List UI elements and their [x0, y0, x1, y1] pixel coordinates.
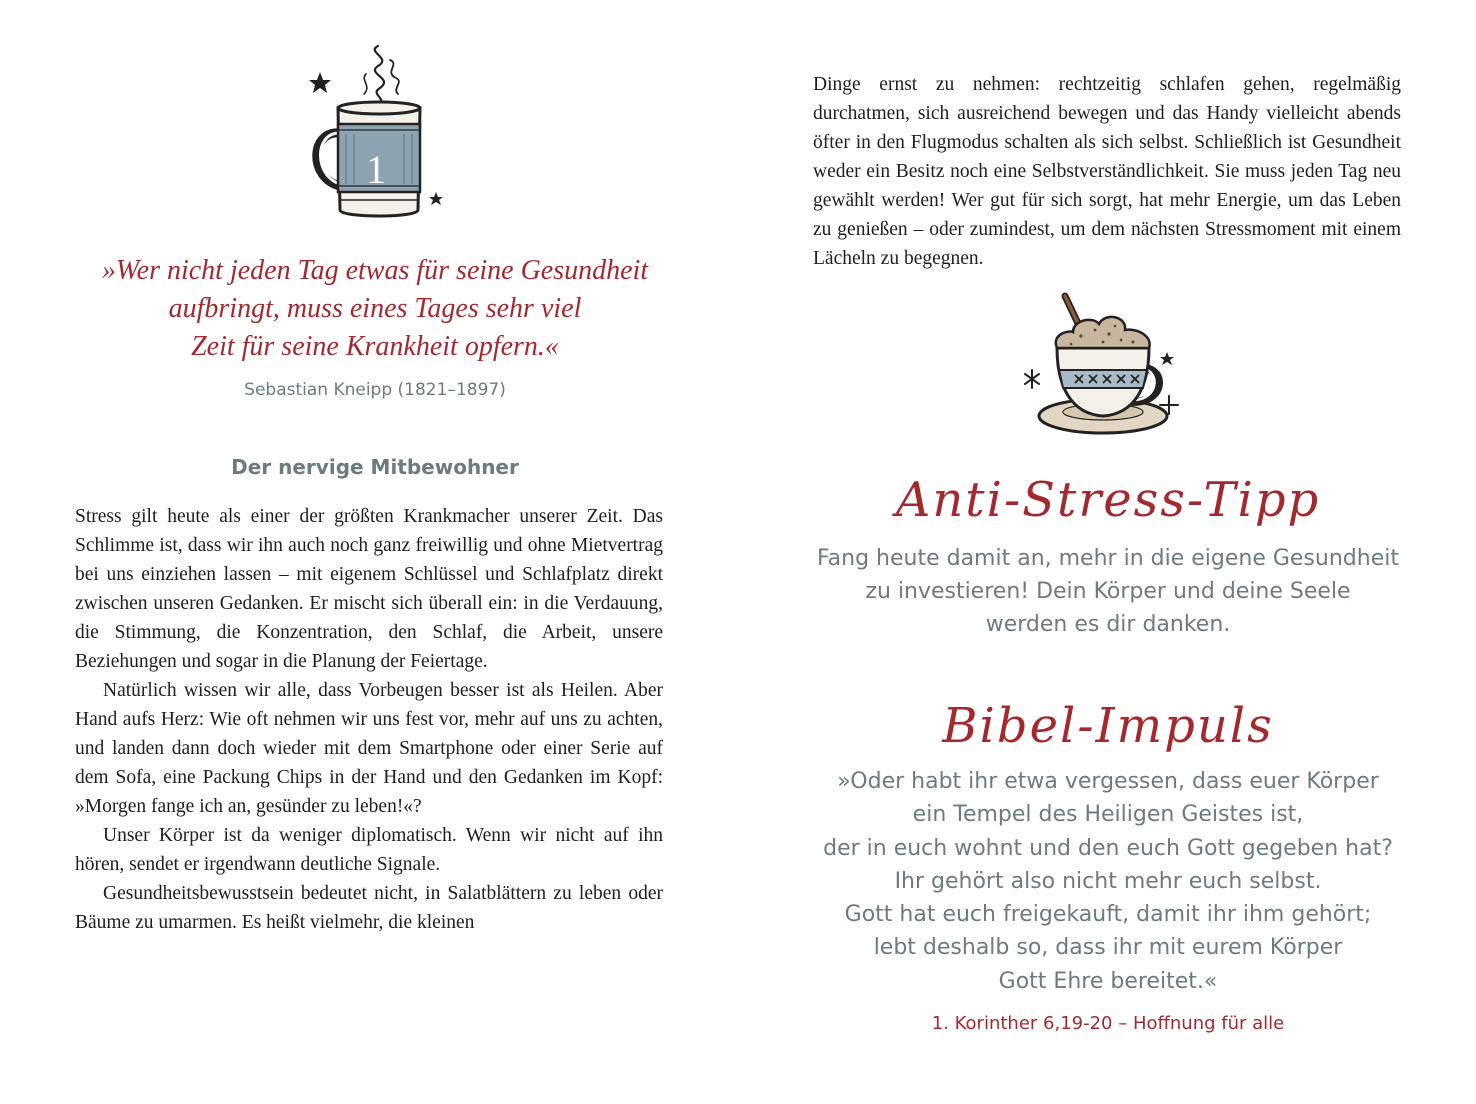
- right-page: [738, 0, 1476, 1104]
- paragraph: Stress gilt heute als einer der größten Krankmacher unserer Zeit. Das Schlimme ist, dass wir ihn auch noch ganz freiwillig und ohne Mietvertrag bei uns einziehen lassen – mit eigenem Schlüssel und Schlafplatz direkt zwischen unseren Gedanken. Er mischt sich überall ein: in die Verdauung, die Stimmung, die Konzentration, den Schlaf, die Arbeit, unsere Beziehungen und sogar in die Planung der Feiertage.: [75, 506, 663, 672]
- paragraph: Gesundheitsbewusstsein bedeutet nicht, in Salatblättern zu leben oder Bäume zu umarmen. Es heißt vielmehr, die kleinen: [75, 883, 663, 933]
- bible-source: 1. Korinther 6,19-20 – Hoffnung für alle: [931, 1013, 1285, 1034]
- day-number: 1: [366, 147, 386, 192]
- steaming-mug-icon: [300, 38, 450, 228]
- verse-line: »Oder habt ihr etwa vergessen, dass euer Körper: [837, 769, 1379, 794]
- verse-line: Ihr gehört also nicht mehr euch selbst.: [894, 868, 1322, 894]
- paragraph: Natürlich wissen wir alle, dass Vorbeugen besser ist als Heilen. Aber Hand aufs Herz: Wie oft nehmen wir uns fest vor, mehr auf uns zu achten, und landen dann doch wieder mit dem Smartphone oder einer Serie auf dem Sofa, eine Packung Chips in der Hand und den Gedanken im Kopf: »Morgen fange ich an, gesünder zu leben!«?: [75, 680, 663, 817]
- verse-line: Gott hat euch freigekauft, damit ihr ihm gehört;: [844, 902, 1372, 928]
- quote-line: »Wer nicht jeden Tag etwas für seine Gesundheit: [101, 255, 649, 286]
- section-heading: Der nervige Mitbewohner: [231, 455, 519, 479]
- body-text-continuation: [813, 70, 1401, 273]
- quote-line: aufbringt, muss eines Tages sehr viel: [168, 293, 582, 324]
- whipped-cream-cup-icon: [1021, 290, 1191, 445]
- tip-line: Fang heute damit an, mehr in die eigene Gesundheit: [817, 546, 1399, 571]
- anti-stress-tip-text: [778, 542, 1438, 641]
- verse-line: lebt deshalb so, dass ihr mit eurem Körper: [873, 935, 1343, 961]
- verse-line: Gott Ehre bereitet.«: [998, 968, 1218, 994]
- verse-line: ein Tempel des Heiligen Geistes ist,: [912, 802, 1304, 828]
- anti-stress-tip-heading: Anti-Stress-Tipp: [895, 472, 1321, 528]
- verse-line: der in euch wohnt und den euch Gott gegeben hat?: [823, 835, 1393, 861]
- quote-line: Zeit für seine Krankheit opfern.«: [191, 331, 559, 362]
- bible-impulse-heading: Bibel-Impuls: [942, 698, 1274, 754]
- body-text: [75, 502, 663, 937]
- paragraph: Dinge ernst zu nehmen: rechtzeitig schlafen gehen, regelmäßig durchatmen, sich ausreichend bewegen und das Handy vielleicht abends öfter in den Flugmodus schalten als sich selbst. Schließlich ist Gesundheit weder ein Besitz noch eine Selbstverständlichkeit. Sie muss jeden Tag neu gewählt werden! Wer gut für sich sorgt, hat mehr Energie, um das Leben zu genießen – oder zumindest, um dem nächsten Stressmoment mit einem Lächeln zu begegnen.: [813, 74, 1401, 269]
- opening-quote: [60, 252, 690, 366]
- quote-author: Sebastian Kneipp (1821–1897): [244, 380, 506, 400]
- tip-line: zu investieren! Dein Körper und deine Seele: [865, 579, 1351, 604]
- paragraph: Unser Körper ist da weniger diplomatisch. Wenn wir nicht auf ihn hören, sendet er irgendwann deutliche Signale.: [75, 825, 663, 875]
- tip-line: werden es dir danken.: [985, 612, 1231, 637]
- bible-verse: [778, 765, 1438, 998]
